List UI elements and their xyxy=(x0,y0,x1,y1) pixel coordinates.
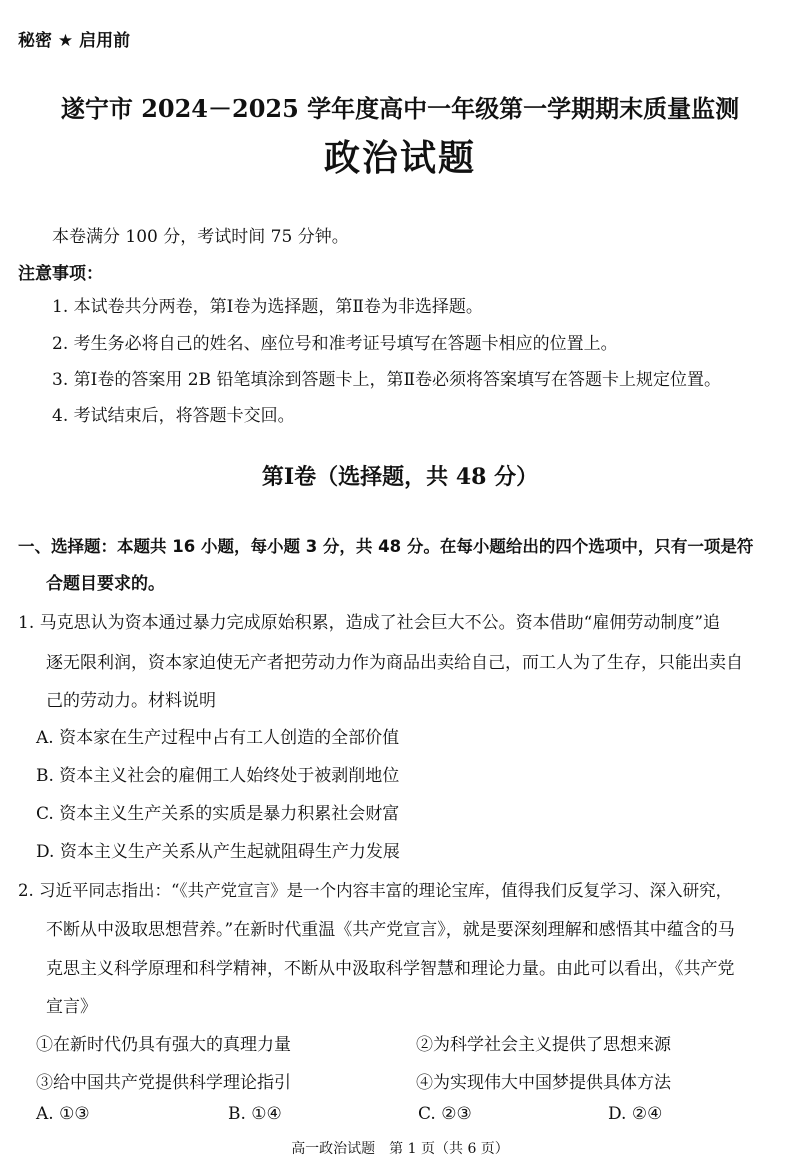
intro-text: 本卷满分 100 分，考试时间 75 分钟。 xyxy=(52,227,349,247)
notice-item-3: 3. 第Ⅰ卷的答案用 2B 铅笔填涂到答题卡上，第Ⅱ卷必须将答案填写在答题卡上规定位置。 xyxy=(52,370,722,390)
question-2-choice-a[interactable]: A. ①③ xyxy=(36,1104,90,1124)
part-instruction-line2: 合题目要求的。 xyxy=(46,574,165,594)
question-2-choice-b[interactable]: B. ①④ xyxy=(228,1104,282,1124)
notice-item-1: 1. 本试卷共分两卷，第Ⅰ卷为选择题，第Ⅱ卷为非选择题。 xyxy=(52,297,483,317)
exam-title: 遂宁市 2024－2025 学年度高中一年级第一学期期末质量监测 xyxy=(60,94,740,123)
notice-heading: 注意事项： xyxy=(18,264,103,284)
section-title: 第Ⅰ卷（选择题，共 48 分） xyxy=(261,464,539,490)
question-2-choice-c[interactable]: C. ②③ xyxy=(418,1104,472,1124)
question-1-line-2: 逐无限利润，资本家迫使无产者把劳动力作为商品出卖给自己，而工人为了生存，只能出卖自 xyxy=(46,653,743,673)
question-2-statement-2: ②为科学社会主义提供了思想来源 xyxy=(416,1035,671,1055)
notice-item-4: 4. 考试结束后，将答题卡交回。 xyxy=(52,406,295,426)
question-2-line-3: 克思主义科学原理和科学精神，不断从中汲取科学智慧和理论力量。由此可以看出，《共产党 xyxy=(46,959,735,979)
question-1-option-d[interactable]: D. 资本主义生产关系从产生起就阻碍生产力发展 xyxy=(36,842,400,862)
question-2-choice-d[interactable]: D. ②④ xyxy=(608,1104,663,1124)
question-2-line-1: 2. 习近平同志指出：“《共产党宣言》是一个内容丰富的理论宝库，值得我们反复学习、深入研究， xyxy=(18,881,733,900)
secret-label: 秘密 ★ 启用前 xyxy=(18,31,131,51)
part-instruction-line1: 一、选择题：本题共 16 小题，每小题 3 分，共 48 分。在每小题给出的四个选项中，只有一项是符 xyxy=(18,537,754,556)
question-2-statement-3: ③给中国共产党提供科学理论指引 xyxy=(36,1073,291,1093)
question-2-statement-4: ④为实现伟大中国梦提供具体方法 xyxy=(416,1073,671,1093)
question-1-line-1: 1. 马克思认为资本通过暴力完成原始积累，造成了社会巨大不公。资本借助“雇佣劳动制度”追 xyxy=(18,613,721,633)
page-footer: 高一政治试题 第 1 页（共 6 页） xyxy=(291,1141,509,1157)
question-2-statement-1: ①在新时代仍具有强大的真理力量 xyxy=(36,1035,291,1055)
question-2-line-2: 不断从中汲取思想营养。”在新时代重温《共产党宣言》，就是要深刻理解和感悟其中蕴含的马 xyxy=(46,920,735,940)
notice-item-2: 2. 考生务必将自己的姓名、座位号和准考证号填写在答题卡相应的位置上。 xyxy=(52,334,618,354)
question-1-option-a[interactable]: A. 资本家在生产过程中占有工人创造的全部价值 xyxy=(36,728,400,748)
question-1-option-c[interactable]: C. 资本主义生产关系的实质是暴力积累社会财富 xyxy=(36,804,400,824)
question-1-line-3: 己的劳动力。材料说明 xyxy=(46,691,216,711)
question-1-option-b[interactable]: B. 资本主义社会的雇佣工人始终处于被剥削地位 xyxy=(36,766,400,786)
subject-title: 政治试题 xyxy=(323,137,476,179)
question-2-line-4: 宣言》 xyxy=(46,997,97,1017)
